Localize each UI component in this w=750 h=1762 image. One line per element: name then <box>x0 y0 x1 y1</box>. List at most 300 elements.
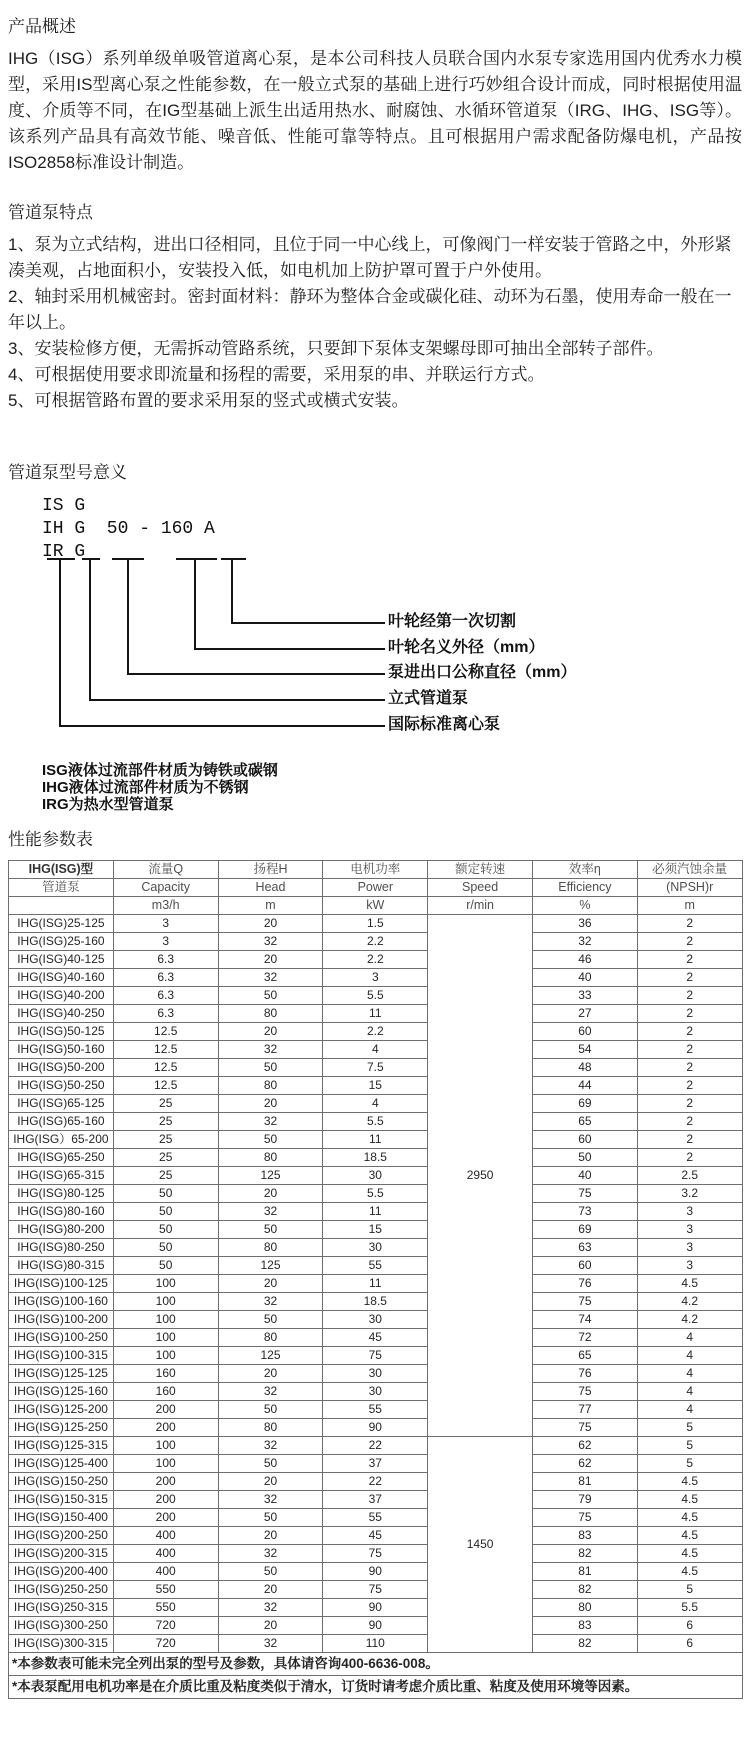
performance-table-title: 性能参数表 <box>8 830 93 849</box>
cell-capacity: 6.3 <box>113 1005 218 1023</box>
cell-head: 32 <box>218 1437 323 1455</box>
cell-model: IHG(ISG)125-250 <box>9 1419 114 1437</box>
cell-efficiency: 75 <box>532 1419 637 1437</box>
cell-model: IHG(ISG)250-250 <box>9 1581 114 1599</box>
cell-capacity: 3 <box>113 933 218 951</box>
cell-capacity: 400 <box>113 1545 218 1563</box>
col-header-model: IHG(ISG)型 <box>9 861 114 879</box>
cell-model: IHG(ISG)100-160 <box>9 1293 114 1311</box>
col-header-speed: 额定转速 <box>428 861 533 879</box>
cell-head: 32 <box>218 1383 323 1401</box>
diagram-label: 立式管道泵 <box>388 690 469 707</box>
cell-model: IHG(ISG)100-315 <box>9 1347 114 1365</box>
cell-model: IHG(ISG)65-160 <box>9 1113 114 1131</box>
cell-power: 45 <box>323 1527 428 1545</box>
unit-capacity: m3/h <box>113 897 218 915</box>
cell-head: 20 <box>218 951 323 969</box>
feature-item: 4、可根据使用要求即流量和扬程的需要，采用泵的串、并联运行方式。 <box>8 365 545 384</box>
cell-capacity: 3 <box>113 915 218 933</box>
cell-npsh: 2 <box>637 1113 742 1131</box>
cell-speed: 1450 <box>428 1437 533 1653</box>
cell-efficiency: 75 <box>532 1293 637 1311</box>
cell-npsh: 2 <box>637 1059 742 1077</box>
cell-model: IHG(ISG)80-200 <box>9 1221 114 1239</box>
cell-model: IHG(ISG)65-125 <box>9 1095 114 1113</box>
cell-head: 50 <box>218 1311 323 1329</box>
cell-efficiency: 75 <box>532 1185 637 1203</box>
cell-power: 2.2 <box>323 933 428 951</box>
table-row <box>9 1617 743 1635</box>
cell-capacity: 50 <box>113 1239 218 1257</box>
cell-power: 75 <box>323 1581 428 1599</box>
table-row <box>9 1527 743 1545</box>
cell-power: 45 <box>323 1329 428 1347</box>
cell-npsh: 3.2 <box>637 1185 742 1203</box>
cell-model: IHG(ISG)100-125 <box>9 1275 114 1293</box>
cell-head: 20 <box>218 1023 323 1041</box>
table-row <box>9 1419 743 1437</box>
cell-head: 80 <box>218 1419 323 1437</box>
overview-title: 产品概述 <box>8 17 76 36</box>
performance-table-body <box>9 915 743 1653</box>
feature-item: 1、泵为立式结构，进出口径相同，且位于同一中心线上，可像阀门一样安装于管路之中，外形紧凑美观，占地面积小，安装投入低，如电机加上防护罩可置于户外使用。 <box>8 235 732 280</box>
cell-capacity: 100 <box>113 1329 218 1347</box>
table-row <box>9 1401 743 1419</box>
cell-efficiency: 62 <box>532 1437 637 1455</box>
cell-efficiency: 73 <box>532 1203 637 1221</box>
cell-capacity: 200 <box>113 1419 218 1437</box>
cell-model: IHG(ISG)125-200 <box>9 1401 114 1419</box>
cell-model: IHG(ISG)125-160 <box>9 1383 114 1401</box>
cell-efficiency: 65 <box>532 1347 637 1365</box>
cell-npsh: 2.5 <box>637 1167 742 1185</box>
cell-power: 90 <box>323 1599 428 1617</box>
table-row <box>9 1437 743 1455</box>
table-row <box>9 915 743 933</box>
cell-power: 15 <box>323 1077 428 1095</box>
table-row <box>9 987 743 1005</box>
cell-model: IHG(ISG)25-160 <box>9 933 114 951</box>
cell-model: IHG(ISG)40-200 <box>9 987 114 1005</box>
cell-head: 50 <box>218 1221 323 1239</box>
cell-power: 5.5 <box>323 1185 428 1203</box>
cell-power: 37 <box>323 1455 428 1473</box>
cell-efficiency: 54 <box>532 1041 637 1059</box>
cell-efficiency: 79 <box>532 1491 637 1509</box>
material-note: IRG为热水型管道泵 <box>42 796 174 813</box>
cell-head: 32 <box>218 1599 323 1617</box>
cell-power: 90 <box>323 1617 428 1635</box>
table-row <box>9 1545 743 1563</box>
cell-model: IHG(ISG）65-200 <box>9 1131 114 1149</box>
cell-head: 32 <box>218 1041 323 1059</box>
model-code-line: IS G <box>42 496 86 516</box>
cell-efficiency: 83 <box>532 1527 637 1545</box>
cell-capacity: 25 <box>113 1149 218 1167</box>
cell-model: IHG(ISG)40-250 <box>9 1005 114 1023</box>
table-row <box>9 1185 743 1203</box>
cell-efficiency: 82 <box>532 1545 637 1563</box>
cell-power: 30 <box>323 1365 428 1383</box>
unit-npsh: m <box>637 897 742 915</box>
cell-efficiency: 63 <box>532 1239 637 1257</box>
cell-power: 90 <box>323 1563 428 1581</box>
cell-npsh: 4.5 <box>637 1491 742 1509</box>
cell-head: 20 <box>218 1275 323 1293</box>
cell-npsh: 4.5 <box>637 1563 742 1581</box>
cell-capacity: 12.5 <box>113 1077 218 1095</box>
cell-capacity: 160 <box>113 1365 218 1383</box>
header-row-en <box>9 879 743 897</box>
col-header-power: 电机功率 <box>323 861 428 879</box>
header-row-units <box>9 897 743 915</box>
cell-model: IHG(ISG)25-125 <box>9 915 114 933</box>
cell-efficiency: 69 <box>532 1221 637 1239</box>
table-row <box>9 1365 743 1383</box>
cell-head: 125 <box>218 1257 323 1275</box>
cell-efficiency: 33 <box>532 987 637 1005</box>
cell-npsh: 4.2 <box>637 1293 742 1311</box>
cell-efficiency: 46 <box>532 951 637 969</box>
cell-capacity: 12.5 <box>113 1023 218 1041</box>
cell-model: IHG(ISG)200-250 <box>9 1527 114 1545</box>
cell-capacity: 550 <box>113 1581 218 1599</box>
table-row <box>9 1455 743 1473</box>
cell-power: 30 <box>323 1167 428 1185</box>
cell-npsh: 4.5 <box>637 1275 742 1293</box>
unit-efficiency: % <box>532 897 637 915</box>
cell-model: IHG(ISG)200-315 <box>9 1545 114 1563</box>
cell-efficiency: 60 <box>532 1023 637 1041</box>
note-row <box>9 1676 743 1699</box>
performance-table-header <box>9 861 743 915</box>
cell-head: 32 <box>218 933 323 951</box>
model-meaning-title: 管道泵型号意义 <box>8 463 127 482</box>
table-row <box>9 1473 743 1491</box>
cell-efficiency: 60 <box>532 1257 637 1275</box>
cell-npsh: 2 <box>637 915 742 933</box>
cell-npsh: 2 <box>637 1131 742 1149</box>
col-subheader-model: 管道泵 <box>9 879 114 897</box>
cell-power: 22 <box>323 1473 428 1491</box>
table-row <box>9 951 743 969</box>
cell-npsh: 4 <box>637 1401 742 1419</box>
cell-capacity: 6.3 <box>113 987 218 1005</box>
cell-power: 4 <box>323 1041 428 1059</box>
model-code-line: IR G <box>42 542 86 562</box>
table-row <box>9 1257 743 1275</box>
diagram-label: 叶轮经第一次切割 <box>388 613 517 630</box>
unit-power: kW <box>323 897 428 915</box>
model-code-diagram <box>8 492 742 754</box>
diagram-label: 国际标准离心泵 <box>388 716 501 733</box>
col-subheader-power: Power <box>323 879 428 897</box>
cell-npsh: 2 <box>637 1149 742 1167</box>
cell-efficiency: 75 <box>532 1383 637 1401</box>
cell-power: 55 <box>323 1257 428 1275</box>
cell-npsh: 4 <box>637 1383 742 1401</box>
table-row <box>9 1329 743 1347</box>
cell-model: IHG(ISG)80-250 <box>9 1239 114 1257</box>
cell-power: 110 <box>323 1635 428 1653</box>
cell-npsh: 4.2 <box>637 1311 742 1329</box>
table-row <box>9 969 743 987</box>
table-row <box>9 1077 743 1095</box>
cell-capacity: 200 <box>113 1509 218 1527</box>
table-row <box>9 1383 743 1401</box>
cell-npsh: 3 <box>637 1257 742 1275</box>
cell-model: IHG(ISG)125-125 <box>9 1365 114 1383</box>
diagram-label: 叶轮名义外径（mm） <box>388 639 545 656</box>
cell-power: 75 <box>323 1347 428 1365</box>
unit-model <box>9 897 114 915</box>
cell-model: IHG(ISG)80-160 <box>9 1203 114 1221</box>
performance-table <box>8 860 743 1699</box>
cell-npsh: 5.5 <box>637 1599 742 1617</box>
cell-efficiency: 75 <box>532 1509 637 1527</box>
cell-model: IHG(ISG)125-315 <box>9 1437 114 1455</box>
cell-model: IHG(ISG)50-125 <box>9 1023 114 1041</box>
cell-power: 75 <box>323 1545 428 1563</box>
cell-capacity: 12.5 <box>113 1041 218 1059</box>
table-note: *本表泵配用电机功率是在介质比重及粘度类似于清水，订货时请考虑介质比重、粘度及使用环境等因素。 <box>9 1676 743 1699</box>
cell-capacity: 50 <box>113 1185 218 1203</box>
cell-npsh: 2 <box>637 951 742 969</box>
cell-power: 3 <box>323 969 428 987</box>
cell-capacity: 200 <box>113 1491 218 1509</box>
cell-model: IHG(ISG)50-200 <box>9 1059 114 1077</box>
cell-npsh: 6 <box>637 1617 742 1635</box>
material-note: IHG液体过流部件材质为不锈钢 <box>42 779 249 796</box>
cell-capacity: 25 <box>113 1113 218 1131</box>
cell-model: IHG(ISG)150-315 <box>9 1491 114 1509</box>
cell-power: 30 <box>323 1383 428 1401</box>
cell-capacity: 100 <box>113 1437 218 1455</box>
cell-power: 7.5 <box>323 1059 428 1077</box>
cell-capacity: 160 <box>113 1383 218 1401</box>
table-row <box>9 1599 743 1617</box>
cell-capacity: 100 <box>113 1347 218 1365</box>
cell-npsh: 3 <box>637 1203 742 1221</box>
cell-efficiency: 69 <box>532 1095 637 1113</box>
cell-npsh: 4.5 <box>637 1509 742 1527</box>
cell-capacity: 25 <box>113 1167 218 1185</box>
cell-npsh: 2 <box>637 969 742 987</box>
cell-power: 11 <box>323 1005 428 1023</box>
cell-head: 32 <box>218 1635 323 1653</box>
cell-capacity: 50 <box>113 1257 218 1275</box>
cell-head: 50 <box>218 1455 323 1473</box>
cell-model: IHG(ISG)100-250 <box>9 1329 114 1347</box>
cell-model: IHG(ISG)65-250 <box>9 1149 114 1167</box>
cell-model: IHG(ISG)65-315 <box>9 1167 114 1185</box>
cell-power: 1.5 <box>323 915 428 933</box>
col-header-efficiency: 效率η <box>532 861 637 879</box>
cell-power: 11 <box>323 1203 428 1221</box>
cell-npsh: 4.5 <box>637 1545 742 1563</box>
cell-npsh: 4 <box>637 1365 742 1383</box>
cell-efficiency: 77 <box>532 1401 637 1419</box>
table-row <box>9 1275 743 1293</box>
cell-capacity: 720 <box>113 1635 218 1653</box>
cell-power: 18.5 <box>323 1293 428 1311</box>
table-row <box>9 1581 743 1599</box>
cell-npsh: 2 <box>637 1041 742 1059</box>
cell-npsh: 2 <box>637 1023 742 1041</box>
table-row <box>9 1059 743 1077</box>
cell-power: 55 <box>323 1509 428 1527</box>
table-row <box>9 1221 743 1239</box>
material-notes <box>42 762 742 813</box>
cell-power: 37 <box>323 1491 428 1509</box>
cell-head: 50 <box>218 1509 323 1527</box>
cell-efficiency: 82 <box>532 1581 637 1599</box>
table-row <box>9 1635 743 1653</box>
cell-efficiency: 72 <box>532 1329 637 1347</box>
cell-capacity: 50 <box>113 1203 218 1221</box>
table-row <box>9 1113 743 1131</box>
table-row <box>9 1023 743 1041</box>
col-subheader-capacity: Capacity <box>113 879 218 897</box>
cell-power: 22 <box>323 1437 428 1455</box>
cell-capacity: 25 <box>113 1095 218 1113</box>
cell-npsh: 3 <box>637 1239 742 1257</box>
cell-power: 11 <box>323 1275 428 1293</box>
cell-model: IHG(ISG)150-400 <box>9 1509 114 1527</box>
cell-efficiency: 50 <box>532 1149 637 1167</box>
cell-head: 20 <box>218 915 323 933</box>
cell-npsh: 2 <box>637 933 742 951</box>
table-row <box>9 1293 743 1311</box>
cell-efficiency: 36 <box>532 915 637 933</box>
cell-power: 30 <box>323 1311 428 1329</box>
cell-model: IHG(ISG)40-160 <box>9 969 114 987</box>
cell-efficiency: 83 <box>532 1617 637 1635</box>
cell-capacity: 400 <box>113 1563 218 1581</box>
cell-capacity: 25 <box>113 1131 218 1149</box>
cell-efficiency: 76 <box>532 1365 637 1383</box>
cell-capacity: 550 <box>113 1599 218 1617</box>
features-title: 管道泵特点 <box>8 203 93 222</box>
cell-efficiency: 40 <box>532 969 637 987</box>
cell-efficiency: 81 <box>532 1563 637 1581</box>
cell-capacity: 100 <box>113 1311 218 1329</box>
cell-npsh: 3 <box>637 1221 742 1239</box>
cell-npsh: 5 <box>637 1455 742 1473</box>
col-subheader-head: Head <box>218 879 323 897</box>
cell-power: 11 <box>323 1131 428 1149</box>
cell-head: 32 <box>218 969 323 987</box>
cell-capacity: 6.3 <box>113 969 218 987</box>
cell-capacity: 12.5 <box>113 1059 218 1077</box>
cell-npsh: 5 <box>637 1581 742 1599</box>
performance-table-notes <box>9 1653 743 1699</box>
cell-capacity: 200 <box>113 1401 218 1419</box>
table-row <box>9 1509 743 1527</box>
cell-capacity: 100 <box>113 1455 218 1473</box>
cell-power: 30 <box>323 1239 428 1257</box>
model-code-line: IH G 50 - 160 A <box>42 519 215 539</box>
col-header-npsh: 必须汽蚀余量 <box>637 861 742 879</box>
cell-efficiency: 32 <box>532 933 637 951</box>
cell-head: 20 <box>218 1617 323 1635</box>
cell-model: IHG(ISG)300-250 <box>9 1617 114 1635</box>
table-row <box>9 1149 743 1167</box>
material-note: ISG液体过流部件材质为铸铁或碳钢 <box>42 762 278 779</box>
cell-head: 32 <box>218 1293 323 1311</box>
cell-capacity: 720 <box>113 1617 218 1635</box>
cell-capacity: 6.3 <box>113 951 218 969</box>
cell-head: 32 <box>218 1203 323 1221</box>
cell-efficiency: 27 <box>532 1005 637 1023</box>
cell-power: 4 <box>323 1095 428 1113</box>
table-note: *本参数表可能未完全列出泵的型号及参数，具体请咨询400-6636-008。 <box>9 1653 743 1676</box>
cell-capacity: 100 <box>113 1275 218 1293</box>
table-row <box>9 1491 743 1509</box>
cell-efficiency: 74 <box>532 1311 637 1329</box>
cell-npsh: 4.5 <box>637 1527 742 1545</box>
cell-npsh: 4.5 <box>637 1473 742 1491</box>
cell-efficiency: 76 <box>532 1275 637 1293</box>
cell-head: 50 <box>218 987 323 1005</box>
table-row <box>9 1095 743 1113</box>
cell-efficiency: 60 <box>532 1131 637 1149</box>
cell-efficiency: 62 <box>532 1455 637 1473</box>
cell-npsh: 6 <box>637 1635 742 1653</box>
cell-head: 32 <box>218 1545 323 1563</box>
cell-head: 20 <box>218 1365 323 1383</box>
cell-model: IHG(ISG)40-125 <box>9 951 114 969</box>
cell-efficiency: 81 <box>532 1473 637 1491</box>
table-row <box>9 1005 743 1023</box>
cell-efficiency: 48 <box>532 1059 637 1077</box>
cell-capacity: 400 <box>113 1527 218 1545</box>
cell-head: 125 <box>218 1167 323 1185</box>
cell-npsh: 2 <box>637 1077 742 1095</box>
cell-capacity: 200 <box>113 1473 218 1491</box>
cell-head: 80 <box>218 1005 323 1023</box>
note-row <box>9 1653 743 1676</box>
cell-npsh: 5 <box>637 1437 742 1455</box>
cell-npsh: 2 <box>637 987 742 1005</box>
cell-npsh: 2 <box>637 1005 742 1023</box>
cell-npsh: 5 <box>637 1419 742 1437</box>
cell-model: IHG(ISG)200-400 <box>9 1563 114 1581</box>
feature-item: 3、安装检修方便，无需拆动管路系统，只要卸下泵体支架螺母即可抽出全部转子部件。 <box>8 339 664 358</box>
table-row <box>9 1239 743 1257</box>
cell-npsh: 4 <box>637 1329 742 1347</box>
unit-speed: r/min <box>428 897 533 915</box>
cell-head: 80 <box>218 1077 323 1095</box>
connector-line <box>59 560 385 727</box>
cell-head: 20 <box>218 1527 323 1545</box>
cell-head: 50 <box>218 1059 323 1077</box>
cell-efficiency: 80 <box>532 1599 637 1617</box>
cell-head: 20 <box>218 1185 323 1203</box>
cell-model: IHG(ISG)125-400 <box>9 1455 114 1473</box>
features-section <box>8 200 742 414</box>
diagram-label: 泵进出口公称直径（mm） <box>388 664 577 681</box>
cell-power: 2.2 <box>323 1023 428 1041</box>
cell-efficiency: 82 <box>532 1635 637 1653</box>
table-row <box>9 1041 743 1059</box>
col-header-capacity: 流量Q <box>113 861 218 879</box>
cell-efficiency: 44 <box>532 1077 637 1095</box>
cell-capacity: 50 <box>113 1221 218 1239</box>
feature-item: 2、轴封采用机械密封。密封面材料：静环为整体合金或碳化硅、动环为石墨，使用寿命一般在一年以上。 <box>8 287 732 332</box>
cell-speed: 2950 <box>428 915 533 1437</box>
header-row-cn <box>9 861 743 879</box>
